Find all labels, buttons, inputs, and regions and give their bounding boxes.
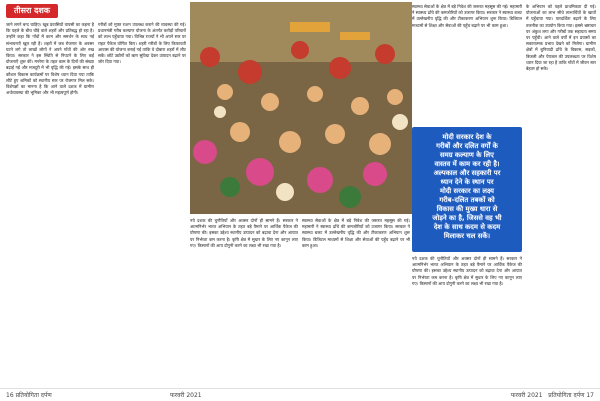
crowd-photo — [190, 2, 412, 214]
article-column-6: के अभियान को पहले प्राथमिकता दी गई। योजनाओं का लाभ सीधे लाभार्थियों के खातों में पहुँचाया गया। पारदर्शिता बढ़ाने के लिए तकनीक का उपयोग किया गया। इससे भ्रष्टाचार पर अंकुश लगा और गरीबों तक सहायता समय पर पहुँची। आने वाले वर्षों में इन प्रयासों का सकारात्मक प्रभाव देखने को मिलेगा। ग्रामीण क्षेत्रों में बुनियादी ढाँचे के विकास, सड़कों, बिजली और पेयजल की उपलब्धता पर विशेष ध्यान दिया जा रहा है ताकि गाँवों में जीवन स्तर बेहतर हो सके। — [526, 4, 596, 72]
pull-quote-line: गरीब-दलित तबकों को — [439, 196, 495, 204]
pull-quote — [412, 127, 522, 252]
article-column-1: जाने लगने बन्द चाहिए। खूब प्रवासियों वापसी का कहना है कि पहले के बीच चौड़े वाले शहरों और प्रतिबद्ध हो रहा है। उन्होंने कहा कि गाँवों में काम और समर्थन के साथ नई संभावनाएँ खुल रही हैं। शहरों में जब रोजगार के अवसर घटने लगे तो लाखों लोगों ने अपने गाँवों की ओर रुख किया। सरकार ने इस स्थिति से निपटने के लिए कई योजनाएँ शुरू कीं। मनरेगा के तहत काम के दिनों की संख्या बढ़ाई गई और मजदूरी में भी वृद्धि की गई। इसके साथ ही कौशल विकास कार्यक्रमों पर विशेष ध्यान दिया गया ताकि लौटे हुए श्रमिकों को स्थानीय स्तर पर रोजगार मिल सके। विशेषज्ञों का मानना है कि आने वाले दशक में ग्रामीण अर्थव्यवस्था की भूमिका और भी महत्वपूर्ण होगी। — [6, 22, 94, 96]
pull-quote-line: देश के साथ कदम से कदम — [433, 223, 501, 231]
issue-date-left: फरवरी 2021 — [169, 392, 202, 399]
section-tag: तीसरा दशक — [6, 4, 58, 18]
pull-quote-line: मोदी सरकार का लक्ष्य — [440, 187, 494, 195]
footer-left — [6, 391, 202, 399]
pull-quote-line: जोड़ने का है, जिससे वह भी — [432, 214, 502, 222]
page-footer — [0, 388, 600, 401]
page-number-left: 16 — [6, 392, 14, 399]
pull-quote-line: समग्र कल्याण के लिए — [440, 151, 494, 159]
pull-quote-line: अल्पकाल और सहकारी पर — [433, 169, 501, 177]
footer-right — [511, 391, 594, 399]
pull-quote-line: गरीबों और दलित वर्गों के — [436, 142, 498, 150]
pull-quote-line: मोदी सरकार देश के — [442, 133, 492, 141]
pull-quote-line: मिलाकर चल सकें। — [443, 232, 491, 240]
pull-quote-line: विकास की मुख्य धारा से — [436, 205, 498, 213]
crowd-photo-illustration — [190, 2, 412, 214]
magazine-title-right: प्रतियोगिता दर्पण — [548, 392, 585, 399]
pull-quote-line: वास्तव में काम कर रही है। — [434, 160, 500, 168]
article-column-2: गरीबों को मुफ्त राशन उपलब्ध कराने की व्यवस्था की गई। प्रधानमंत्री गरीब कल्याण योजना के अंतर्गत करोड़ों परिवारों को लाभ पहुँचाया गया। विभिन्न राज्यों ने भी अपने स्तर पर राहत पैकेज घोषित किए। शहरी गरीबों के लिए किफायती आवास की योजना बनाई गई ताकि वे दोबारा शहरों में लौट सकें। छोटे उद्योगों को ऋण सुविधा देकर उत्पादन बढ़ाने पर जोर दिया गया। — [98, 22, 186, 65]
article-column-4: स्वास्थ्य सेवाओं के क्षेत्र में बड़े निवेश की जरूरत महसूस की गई। महामारी ने स्वास्थ्य ढाँचे की कमजोरियों को उजागर किया। सरकार ने स्वास्थ्य बजट में उल्लेखनीय वृद्धि की और टीकाकरण अभियान शुरू किया। डिजिटल माध्यमों से शिक्षा और सेवाओं की पहुँच बढ़ाने पर भी काम हुआ। — [302, 218, 410, 248]
page-number-right: 17 — [586, 392, 594, 399]
pull-quote-line: ध्यान देने के स्थान पर — [440, 178, 494, 186]
article-column-3: नये दशक की चुनौतियाँ और अवसर दोनों ही सामने हैं। सरकार ने आत्मनिर्भर भारत अभियान के तहत बड़े पैमाने पर आर्थिक पैकेज की घोषणा की। इसका उद्देश्य स्थानीय उत्पादन को बढ़ावा देना और आयात पर निर्भरता कम करना है। कृषि क्षेत्र में सुधार के लिए नए कानून लाए गए। किसानों की आय दोगुनी करने का लक्ष्य भी रखा गया है। — [190, 218, 298, 248]
article-column-5-bottom: नये दशक की चुनौतियाँ और अवसर दोनों ही सामने हैं। सरकार ने आत्मनिर्भर भारत अभियान के तहत बड़े पैमाने पर आर्थिक पैकेज की घोषणा की। इसका उद्देश्य स्थानीय उत्पादन को बढ़ावा देना और आयात पर निर्भरता कम करना है। कृषि क्षेत्र में सुधार के लिए नए कानून लाए गए। किसानों की आय दोगुनी करने का लक्ष्य भी रखा गया है। — [412, 256, 522, 286]
article-column-5-top: स्वास्थ्य सेवाओं के क्षेत्र में बड़े निवेश की जरूरत महसूस की गई। महामारी ने स्वास्थ्य ढाँचे की कमजोरियों को उजागर किया। सरकार ने स्वास्थ्य बजट में उल्लेखनीय वृद्धि की और टीकाकरण अभियान शुरू किया। डिजिटल माध्यमों से शिक्षा और सेवाओं की पहुँच बढ़ाने पर भी काम हुआ। — [412, 4, 522, 28]
issue-date-right: फरवरी 2021 — [510, 392, 543, 399]
magazine-title-left: प्रतियोगिता दर्पण — [15, 392, 52, 399]
